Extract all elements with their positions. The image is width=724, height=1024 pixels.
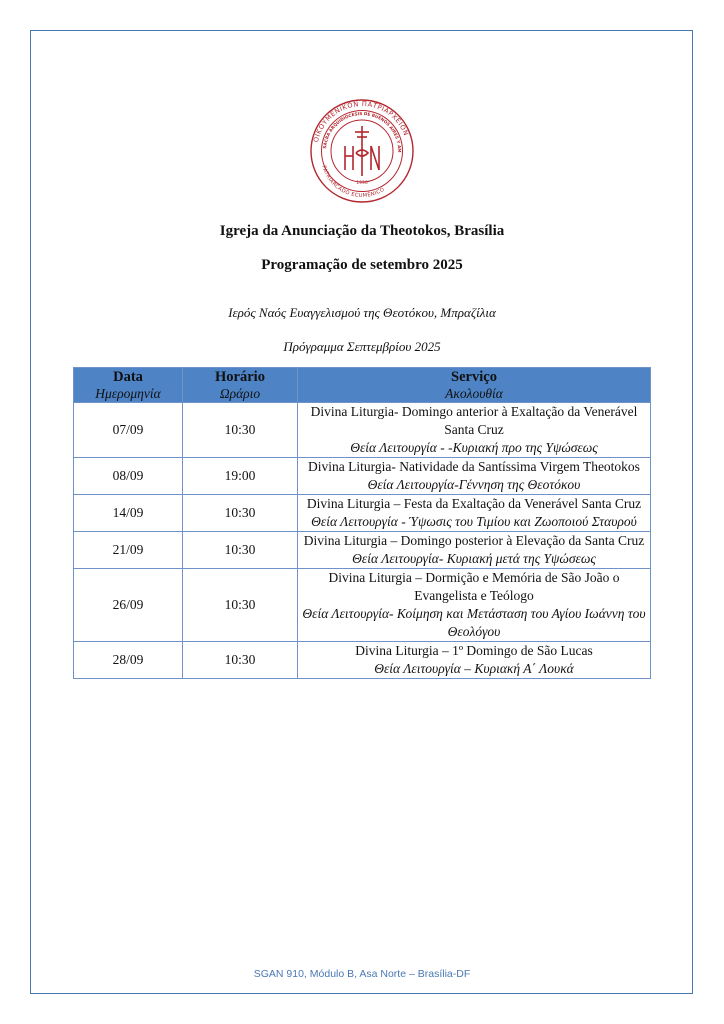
patriarchal-seal-icon bbox=[309, 98, 415, 204]
seal-ring-bottom-text: PATRIARCADO ECUMÉNICO bbox=[320, 165, 386, 200]
date-cell: 26/09 bbox=[74, 569, 183, 642]
time-cell: 10:30 bbox=[183, 569, 298, 642]
service-name-greek: Θεία Λειτουργία- Κυριακή μετά της Υψώσεως bbox=[352, 551, 596, 566]
date-cell: 08/09 bbox=[74, 458, 183, 495]
table-row bbox=[74, 642, 651, 679]
table-row bbox=[74, 569, 651, 642]
schedule-title: Programação de setembro 2025 bbox=[261, 257, 463, 273]
date-cell: 14/09 bbox=[74, 495, 183, 532]
service-name-greek: Θεία Λειτουργία- Κοίμηση και Μετάσταση του Αγίου Ιωάννη του Θεολόγου bbox=[302, 606, 646, 639]
date-cell: 21/09 bbox=[74, 532, 183, 569]
seal-ring-inner-text: SACRA ARQUIDIÓCESIS DE BUENOS AIRES Y AM bbox=[322, 110, 403, 153]
column-header-label: Data bbox=[113, 369, 143, 385]
table-row bbox=[74, 495, 651, 532]
service-name: Divina Liturgia- Domingo anterior à Exaltação da Venerável Santa Cruz bbox=[310, 404, 638, 437]
service-cell bbox=[298, 403, 651, 458]
schedule-title-greek: Πρόγραμμα Σεπτεμβρίου 2025 bbox=[283, 339, 441, 354]
time-cell: 10:30 bbox=[183, 642, 298, 679]
table-row bbox=[74, 403, 651, 458]
column-header-label-greek: Ημερομηνία bbox=[95, 386, 161, 401]
time-cell: 19:00 bbox=[183, 458, 298, 495]
date-cell: 28/09 bbox=[74, 642, 183, 679]
column-header-label-greek: Ακολουθία bbox=[445, 386, 503, 401]
service-cell bbox=[298, 532, 651, 569]
footer-address: SGAN 910, Módulo B, Asa Norte – Brasília-DF bbox=[253, 968, 471, 980]
service-name-greek: Θεία Λειτουργία – Κυριακή Α΄ Λουκά bbox=[374, 661, 574, 676]
column-header-label: Serviço bbox=[451, 369, 497, 385]
table-row bbox=[74, 532, 651, 569]
seal-ring-top-text: ΟΙΚΟΥΜΕΝΙΚΟΝ ΠΑΤΡΙΑΡΧΕΙΟΝ bbox=[311, 99, 411, 144]
column-header-time bbox=[183, 368, 298, 403]
service-cell bbox=[298, 642, 651, 679]
service-cell bbox=[298, 458, 651, 495]
service-name: Divina Liturgia – Dormição e Memória de São João o Evangelista e Teólogo bbox=[328, 570, 620, 603]
time-cell: 10:30 bbox=[183, 403, 298, 458]
service-name: Divina Liturgia- Natividade da Santíssima Virgem Theotokos bbox=[308, 459, 640, 474]
date-cell: 07/09 bbox=[74, 403, 183, 458]
seal-year: 1996 bbox=[356, 181, 368, 186]
service-cell bbox=[298, 569, 651, 642]
service-name-greek: Θεία Λειτουργία - Ύψωσις του Τιμίου και Ζωοποιού Σταυρού bbox=[311, 514, 637, 529]
column-header-label-greek: Ωράριο bbox=[219, 386, 261, 401]
service-name-greek: Θεία Λειτουργία-Γέννηση της Θεοτόκου bbox=[367, 477, 581, 492]
svg-text:PATRIARCADO ECUMÉNICO bbox=[320, 165, 386, 199]
service-name: Divina Liturgia – Domingo posterior à Elevação da Santa Cruz bbox=[303, 533, 645, 548]
church-title-greek: Ιερός Ναός Ευαγγελισμού της Θεοτόκου, Μπραζίλια bbox=[228, 305, 496, 320]
table-header-row bbox=[74, 368, 651, 403]
column-header-label: Horário bbox=[215, 369, 265, 385]
service-name: Divina Liturgia – Festa da Exaltação da Venerável Santa Cruz bbox=[306, 496, 642, 511]
time-cell: 10:30 bbox=[183, 495, 298, 532]
church-title: Igreja da Anunciação da Theotokos, Brasília bbox=[219, 223, 505, 239]
time-cell: 10:30 bbox=[183, 532, 298, 569]
service-name-greek: Θεία Λειτουργία - -Κυριακή προ της Υψώσεως bbox=[350, 440, 598, 455]
table-row bbox=[74, 458, 651, 495]
service-cell bbox=[298, 495, 651, 532]
schedule-table bbox=[73, 367, 651, 679]
service-name: Divina Liturgia – 1º Domingo de São Lucas bbox=[355, 643, 593, 658]
column-header-date bbox=[74, 368, 183, 403]
column-header-service bbox=[298, 368, 651, 403]
